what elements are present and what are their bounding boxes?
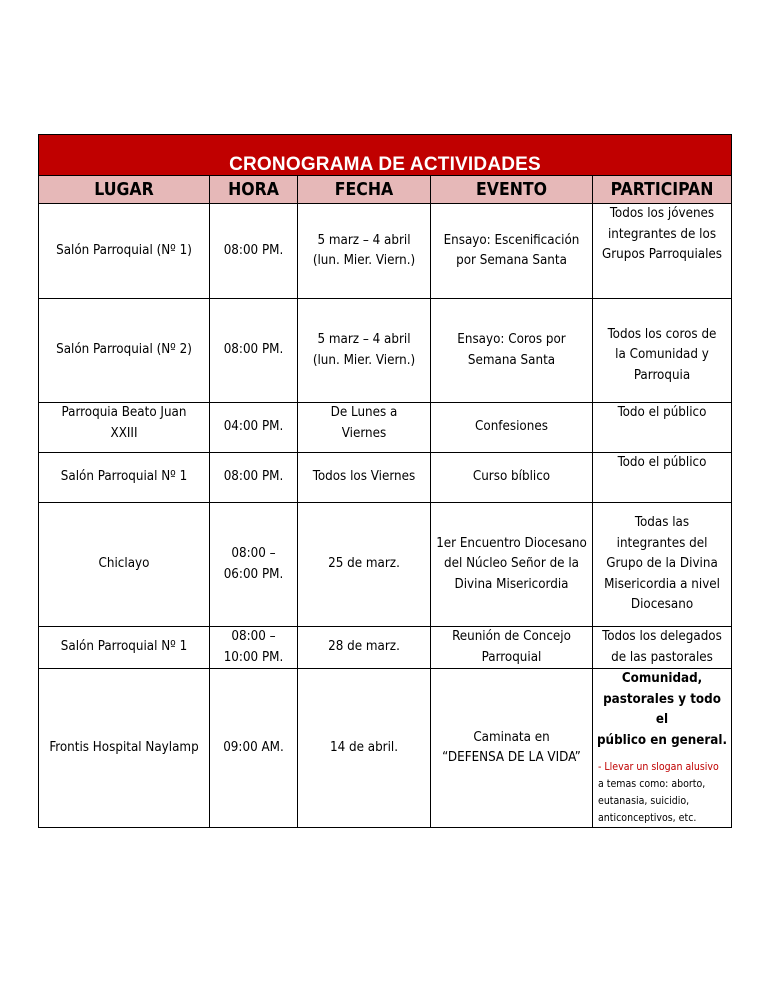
cell-evento xyxy=(431,204,593,299)
cell-line: 06:00 PM. xyxy=(223,566,284,582)
cell-line: Diocesano xyxy=(630,597,694,613)
cell-evento: Confesiones xyxy=(431,403,593,453)
cell-line: XXIII xyxy=(110,425,138,441)
cell-line: Divina Misericordia xyxy=(454,576,569,592)
cell-line: 08:00 – xyxy=(231,629,276,644)
cell-line: 10:00 PM. xyxy=(223,649,284,665)
cell-evento: Curso bíblico xyxy=(431,453,593,503)
title-row xyxy=(39,135,732,176)
schedule-table xyxy=(38,134,732,828)
table-row xyxy=(39,503,732,627)
cell-participan xyxy=(593,503,732,627)
cell-line: Todas las xyxy=(634,515,690,531)
cell-lugar: Salón Parroquial Nº 1 xyxy=(39,627,210,669)
table-row xyxy=(39,627,732,669)
participan-note xyxy=(595,759,729,827)
cell-line: Grupo de la Divina xyxy=(606,556,718,572)
cell-line: Grupos Parroquiales xyxy=(601,247,723,262)
cell-fecha: 14 de abril. xyxy=(298,669,431,828)
cell-line: pastorales y todo el xyxy=(603,691,721,727)
cell-line: (lun. Mier. Viern.) xyxy=(312,253,416,268)
cell-line: Ensayo: Escenificación xyxy=(443,232,580,248)
table-row xyxy=(39,299,732,403)
cell-evento xyxy=(431,669,593,828)
cell-line: del Núcleo Señor de la xyxy=(444,556,579,572)
cell-lugar: Chiclayo xyxy=(39,503,210,627)
note-line: anticonceptivos, etc. xyxy=(598,812,697,824)
cell-hora xyxy=(210,503,298,627)
cell-line: Parroquia xyxy=(633,367,691,383)
cell-fecha xyxy=(298,403,431,453)
schedule-sheet xyxy=(38,134,731,828)
cell-evento xyxy=(431,627,593,669)
cell-hora xyxy=(210,627,298,669)
cell-line: Comunidad, xyxy=(621,671,703,686)
cell-line: integrantes de los xyxy=(607,226,717,242)
cell-line: Parroquial xyxy=(481,649,542,665)
cell-participan xyxy=(593,627,732,669)
cell-line: integrantes del xyxy=(616,535,708,551)
cell-line: Todos los jóvenes xyxy=(609,206,715,221)
cell-lugar: Salón Parroquial (Nº 2) xyxy=(39,299,210,403)
table-row xyxy=(39,453,732,503)
cell-line: de las pastorales xyxy=(611,649,713,665)
cell-participan xyxy=(593,299,732,403)
header-row xyxy=(39,176,732,204)
cell-fecha xyxy=(298,204,431,299)
cell-line: Parroquia Beato Juan xyxy=(61,405,187,420)
cell-line: Misericordia a nivel xyxy=(604,576,720,592)
header-evento: EVENTO xyxy=(431,176,593,204)
cell-evento xyxy=(431,299,593,403)
cell-line: Caminata en xyxy=(473,729,550,745)
table-row xyxy=(39,669,732,828)
cell-fecha: 25 de marz. xyxy=(298,503,431,627)
cell-fecha: Todos los Viernes xyxy=(298,453,431,503)
cell-participan: Todo el público xyxy=(593,453,732,503)
header-participan: PARTICIPAN xyxy=(593,176,732,204)
cell-participan xyxy=(593,669,732,828)
cell-fecha xyxy=(298,299,431,403)
cell-line: Reunión de Concejo xyxy=(452,629,571,644)
cell-line: público en general. xyxy=(596,732,728,748)
cell-hora: 08:00 PM. xyxy=(210,453,298,503)
cell-participan: Todo el público xyxy=(593,403,732,453)
cell-lugar: Frontis Hospital Naylamp xyxy=(39,669,210,828)
cell-line: Todos los delegados xyxy=(602,629,722,644)
note-line: eutanasia, suicidio, xyxy=(598,795,690,807)
header-fecha: FECHA xyxy=(298,176,431,204)
cell-hora: 09:00 AM. xyxy=(210,669,298,828)
cell-line: 08:00 – xyxy=(231,546,276,561)
cell-line: por Semana Santa xyxy=(456,253,567,268)
cell-line: Semana Santa xyxy=(467,352,556,368)
table-row xyxy=(39,204,732,299)
cell-line: 1er Encuentro Diocesano xyxy=(436,535,587,551)
cell-evento xyxy=(431,503,593,627)
cell-lugar xyxy=(39,403,210,453)
cell-line: 5 marz – 4 abril xyxy=(317,232,411,248)
table-row xyxy=(39,403,732,453)
header-lugar: LUGAR xyxy=(39,176,210,204)
cell-hora: 04:00 PM. xyxy=(210,403,298,453)
cell-fecha: 28 de marz. xyxy=(298,627,431,669)
cell-line: Todos los coros de xyxy=(607,326,717,342)
cell-lugar: Salón Parroquial Nº 1 xyxy=(39,453,210,503)
cell-participan xyxy=(593,204,732,299)
cell-hora: 08:00 PM. xyxy=(210,204,298,299)
cell-hora: 08:00 PM. xyxy=(210,299,298,403)
cell-line: (lun. Mier. Viern.) xyxy=(312,352,416,368)
note-line: a temas como: aborto, xyxy=(598,778,706,790)
cell-line: la Comunidad y xyxy=(615,347,709,362)
note-first: Llevar un slogan alusivo xyxy=(604,761,719,773)
cell-line: Ensayo: Coros por xyxy=(457,332,566,347)
cell-lugar: Salón Parroquial (Nº 1) xyxy=(39,204,210,299)
table-title: CRONOGRAMA DE ACTIVIDADES xyxy=(39,135,732,176)
cell-line: Viernes xyxy=(341,425,387,441)
cell-line: 5 marz – 4 abril xyxy=(317,332,411,347)
header-hora: HORA xyxy=(210,176,298,204)
cell-line: “DEFENSA DE LA VIDA” xyxy=(442,750,581,765)
note-line: - Llevar un slogan alusivo xyxy=(598,761,719,773)
cell-line: De Lunes a xyxy=(330,405,398,420)
